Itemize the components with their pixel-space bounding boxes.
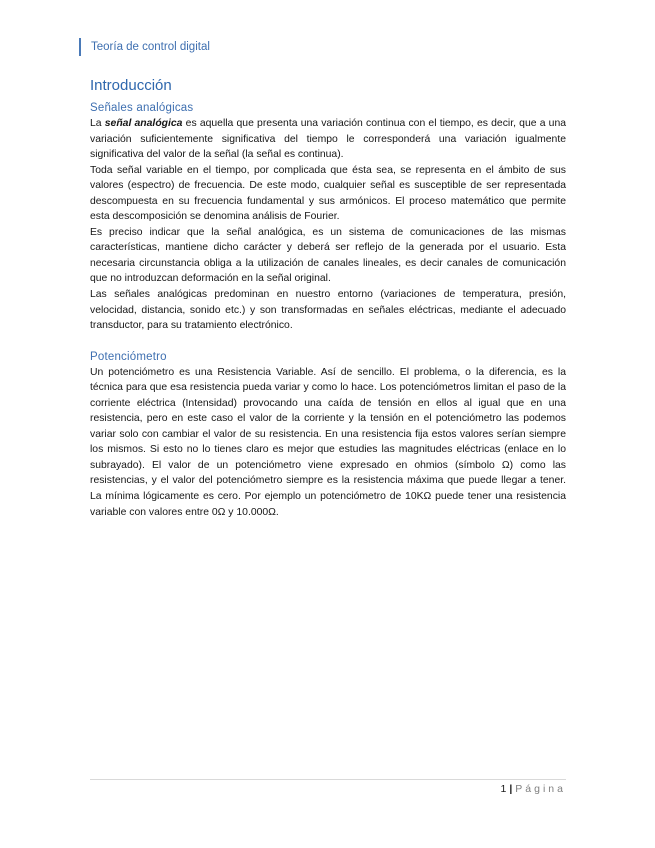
paragraph-analog-definition [90,116,566,163]
section-heading: Introducción [90,77,172,94]
paragraph-potentiometer: Un potenciómetro es una Resistencia Variable. Así de sencillo. El problema, o la diferencia, es la técnica para que esa resistencia pueda variar y como lo hace. Los potenciómetros limitan el paso de la corriente eléctrica (Intensidad) provocando una caída de tensión en ellos al igual que en una resistencia, pero en este caso el valor de la corriente y la tensión en el potenciómetro las podemos variar solo con cambiar el valor de su resistencia. En una resistencia fija estos valores serían siempre los mismos. Si esto no lo tienes claro es mejor que estudies las magnitudes eléctricas (enlace en lo subrayado). El valor de un potenciómetro viene expresado en ohmios (símbolo Ω) como las resistencias, y el valor del potenciómetro siempre es la resistencia máxima que puede llegar a tener. La mínima lógicamente es cero. Por ejemplo un potenciómetro de 10KΩ puede tener una resistencia variable con valores entre 0Ω y 10.000Ω. [90,366,566,518]
page-label: Página [515,783,566,795]
emphasized-term: señal analógica [104,118,183,129]
paragraph-analog-environment: Las señales analógicas predominan en nuestro entorno (variaciones de temperatura, presión, velocidad, distancia, sonido etc.) y son transformadas en señales eléctricas, mediante el adecuado transductor, para su tratamiento electrónico. [90,289,566,332]
paragraph-analog-channels: Es preciso indicar que la señal analógica, es un sistema de comunicaciones de las mismas características, mantiene dicho carácter y deberá ser reflejo de la generada por el usuario. Esta necesaria circunstancia obliga a la utilización de canales lineales, es decir canales de comunicación que no introduzcan deformación en la señal original. [90,226,566,285]
subsection-heading-potentiometer: Potenciómetro [90,350,167,363]
subsection-heading-analog: Señales analógicas [90,102,194,114]
page-number: 1 [500,783,507,795]
paragraph-lead: La [90,118,105,129]
paragraph-analog-spectrum: Toda señal variable en el tiempo, por complicada que ésta sea, se representa en el ámbito de sus valores (espectro) de frecuencia. De este modo, cualquier señal es susceptible de ser representada descompuesta en su frecuencia fundamental y sus armónicos. El proceso matemático que permite esta descomposición se denomina análisis de Fourier. [90,164,566,223]
paragraph-rest: es aquella que presenta una variación continua con el tiempo, es decir, que a una variación suficientemente significativa del tiempo le corresponderá una variación igualmente significativa del valor de la señal (la señal es continua). [90,118,566,161]
page-footer [501,782,567,796]
footer-separator: | [509,783,513,795]
header-title: Teoría de control digital [91,41,210,53]
footer-divider [90,779,566,780]
running-header [79,38,210,56]
document-body [90,76,566,520]
